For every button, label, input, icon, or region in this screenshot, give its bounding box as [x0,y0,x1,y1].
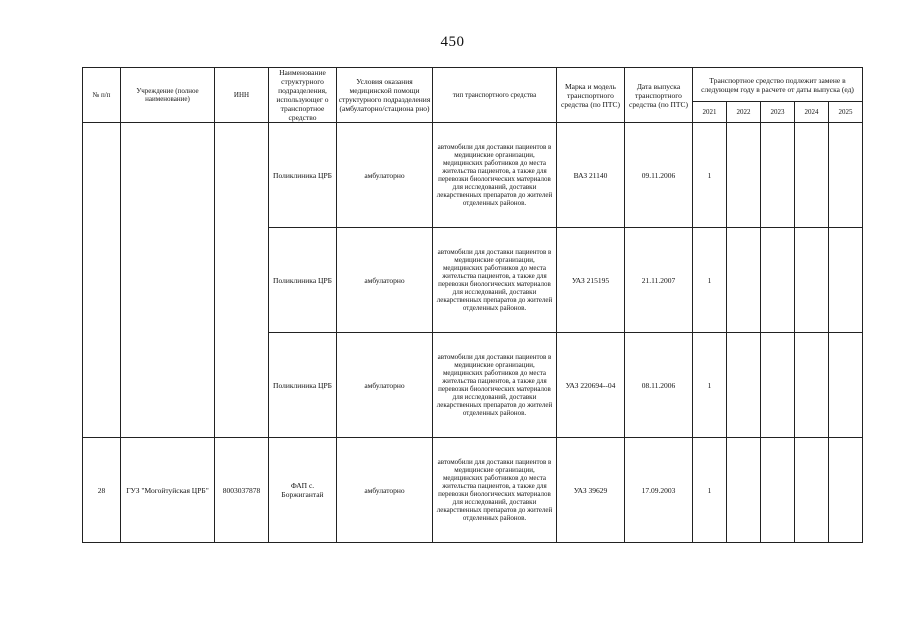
cell-institution: ГУЗ "Могойтуйская ЦРБ" [121,438,215,543]
cell-issue-date: 09.11.2006 [625,123,693,228]
cell-subdivision: Поликлиника ЦРБ [269,123,337,228]
header-issue-date: Дата выпуска транспортного средства (по ПТС) [625,68,693,123]
cell-brand: УАЗ 220694--04 [557,333,625,438]
cell-subdivision: ФАП с. Боржигантай [269,438,337,543]
header-conditions: Условия оказания медицинской помощи структурного подразделения (амбулаторно/стациона рно) [337,68,433,123]
header-institution: Учреждение (полное наименование) [121,68,215,123]
cell-conditions: амбулаторно [337,228,433,333]
cell-conditions: амбулаторно [337,333,433,438]
cell-year-2023 [761,123,795,228]
cell-institution [121,123,215,438]
cell-year-2022 [727,123,761,228]
header-year-2023: 2023 [761,102,795,123]
cell-year-2022 [727,333,761,438]
cell-num: 28 [83,438,121,543]
cell-conditions: амбулаторно [337,123,433,228]
cell-year-2024 [795,438,829,543]
cell-brand: ВАЗ 21140 [557,123,625,228]
cell-conditions: амбулаторно [337,438,433,543]
cell-year-2025 [829,333,863,438]
cell-year-2025 [829,123,863,228]
cell-subdivision: Поликлиника ЦРБ [269,333,337,438]
cell-year-2022 [727,438,761,543]
cell-year-2024 [795,123,829,228]
header-year-2025: 2025 [829,102,863,123]
cell-inn: 8003037878 [215,438,269,543]
header-year-2021: 2021 [693,102,727,123]
header-year-2024: 2024 [795,102,829,123]
cell-year-2023 [761,333,795,438]
cell-year-2021: 1 [693,228,727,333]
cell-year-2023 [761,228,795,333]
header-year-2022: 2022 [727,102,761,123]
header-inn: ИНН [215,68,269,123]
cell-year-2021: 1 [693,333,727,438]
cell-year-2022 [727,228,761,333]
header-subdivision: Наименование структурного подразделения, использующег о транспортное средство [269,68,337,123]
cell-year-2025 [829,438,863,543]
table-row [83,438,863,543]
header-num: № п/п [83,68,121,123]
vehicle-table [82,67,863,543]
cell-year-2025 [829,228,863,333]
cell-issue-date: 08.11.2006 [625,333,693,438]
cell-brand: УАЗ 215195 [557,228,625,333]
cell-year-2021: 1 [693,438,727,543]
header-vehicle-type: тип транспортного средства [433,68,557,123]
cell-year-2021: 1 [693,123,727,228]
table-row [83,123,863,228]
cell-vehicle-type: автомобили для доставки пациентов в медицинские организации, медицинских работников до места жительства пациентов, а также для перевозки биологических материалов для исследований, доставки лекарственных препаратов до жителей отделенных районов. [433,123,557,228]
cell-year-2023 [761,438,795,543]
cell-issue-date: 17.09.2003 [625,438,693,543]
cell-year-2024 [795,333,829,438]
cell-vehicle-type: автомобили для доставки пациентов в медицинские организации, медицинских работников до места жительства пациентов, а также для перевозки биологических материалов для исследований, доставки лекарственных препаратов до жителей отделенных районов. [433,228,557,333]
cell-issue-date: 21.11.2007 [625,228,693,333]
cell-inn [215,123,269,438]
header-replacement: Транспортное средство подлежит замене в следующем году в расчете от даты выпуска (ед) [693,68,863,102]
cell-vehicle-type: автомобили для доставки пациентов в медицинские организации, медицинских работников до места жительства пациентов, а также для перевозки биологических материалов для исследований, доставки лекарственных препаратов до жителей отделенных районов. [433,333,557,438]
cell-brand: УАЗ 39629 [557,438,625,543]
header-brand: Марка и модель транспортного средства (по ПТС) [557,68,625,123]
cell-subdivision: Поликлиника ЦРБ [269,228,337,333]
cell-vehicle-type: автомобили для доставки пациентов в медицинские организации, медицинских работников до места жительства пациентов, а также для перевозки биологических материалов для исследований, доставки лекарственных препаратов до жителей отделенных районов. [433,438,557,543]
cell-year-2024 [795,228,829,333]
cell-num [83,123,121,438]
page-number: 450 [440,34,465,50]
